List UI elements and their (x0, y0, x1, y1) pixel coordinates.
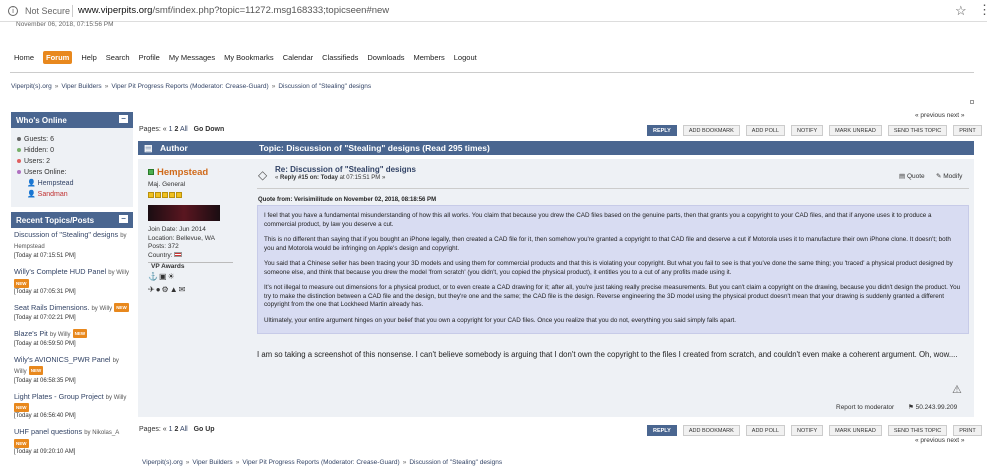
post (138, 159, 974, 417)
quote-header[interactable]: Quote from: Verisimilitude on November 02, 2018, 08:18:56 PM (258, 197, 437, 203)
post-count: Posts: 372 (148, 243, 179, 250)
current-page: 2 (174, 126, 179, 133)
recent-topics-header (11, 212, 133, 228)
online-user[interactable]: 👤 Sandman (27, 191, 68, 198)
post-header (275, 165, 416, 181)
print-button[interactable]: PRINT (953, 125, 982, 136)
collapse-icon[interactable]: − (119, 115, 128, 123)
quote-button[interactable]: ▤ Quote (899, 173, 925, 180)
nav-classifieds[interactable]: Classifieds (322, 52, 359, 62)
topic-title: Topic: Discussion of "Stealing" designs (Read 295 times) (259, 143, 490, 153)
post-meta: « Reply #15 on: Today at 07:15:51 PM » (275, 175, 386, 181)
add-poll-button[interactable]: ADD POLL (746, 425, 785, 436)
page-all-link[interactable]: All (179, 126, 188, 133)
breadcrumb-bottom (142, 459, 502, 466)
breadcrumb-item[interactable]: Viperpit(s).org (11, 83, 52, 90)
modify-icon: ✎ (936, 173, 942, 180)
recent-topics-list (11, 228, 133, 459)
new-badge: NEW (16, 280, 27, 286)
mark-unread-button[interactable]: MARK UNREAD (829, 425, 882, 436)
breadcrumb-separator: » (54, 83, 59, 90)
join-date: Join Date: Jun 2014 (148, 226, 206, 233)
whos-online-header (11, 112, 133, 128)
post-divider (257, 188, 969, 189)
add-bookmark-button[interactable]: ADD BOOKMARK (683, 425, 740, 436)
prev-next-nav[interactable]: « previous next » (915, 112, 965, 119)
nav-help[interactable]: Help (81, 52, 97, 62)
us-flag-icon (174, 252, 182, 257)
security-label: Not Secure (25, 6, 71, 16)
breadcrumb-item[interactable]: Viperpit(s).org (142, 459, 183, 466)
notify-button[interactable]: NOTIFY (791, 125, 823, 136)
reply-button[interactable]: REPLY (647, 125, 677, 136)
go-up-link[interactable]: Go Up (193, 426, 215, 433)
recent-topics-title: Recent Topics/Posts (16, 216, 95, 225)
country: Country: (148, 252, 248, 261)
nav-search[interactable]: Search (105, 52, 130, 62)
go-down-link[interactable]: Go Down (193, 126, 225, 133)
reply-button[interactable]: REPLY (647, 425, 677, 436)
url-path: /smf/index.php?topic=11272.msg168333;topicseen#new (152, 5, 390, 16)
hidden-count: Hidden: 0 (17, 145, 127, 156)
nav-logout[interactable]: Logout (453, 52, 477, 62)
mark-unread-button[interactable]: MARK UNREAD (829, 125, 882, 136)
breadcrumb-separator: » (402, 459, 407, 466)
main-nav (14, 51, 486, 63)
breadcrumb (11, 83, 371, 90)
users-online-label: Users Online: (17, 167, 127, 178)
breadcrumb-item[interactable]: Viper Builders (192, 459, 233, 466)
new-badge: NEW (16, 440, 27, 446)
nav-my-messages[interactable]: My Messages (168, 52, 216, 62)
current-page: 2 (174, 426, 179, 433)
breadcrumb-separator: » (235, 459, 240, 466)
breadcrumb-separator: » (185, 459, 190, 466)
report-icon[interactable]: ⚠ (952, 384, 962, 396)
new-badge: NEW (116, 305, 127, 311)
breadcrumb-item[interactable]: Viper Pit Progress Reports (Moderator: Crease-Guard) (242, 459, 400, 466)
collapse-icon[interactable]: − (119, 215, 128, 223)
awards-icons: ⚓▣☀ (148, 272, 176, 281)
guests-count: Guests: 6 (17, 134, 127, 145)
nav-my-bookmarks[interactable]: My Bookmarks (224, 52, 274, 62)
recent-topic-item[interactable]: Light Plates - Group Project by Willy NEW [Today at 06:56:40 PM] (14, 391, 127, 420)
bookmark-star-icon[interactable]: ☆ (955, 3, 967, 18)
new-badge: NEW (30, 368, 42, 374)
breadcrumb-item[interactable]: Viper Builders (61, 83, 102, 90)
info-icon[interactable]: i (8, 6, 18, 16)
online-status-icon (148, 169, 154, 175)
thread-header (138, 141, 974, 155)
whos-online-title: Who's Online (16, 116, 67, 125)
pagination-top: Pages: « 1 2 All Go Down (139, 126, 225, 133)
post-body: I am so taking a screenshot of this nonsense. I can't believe somebody is arguing that I don't own the copyright to the files I created from scratch, and couldn't even make a coherent argument. Oh, wow.... (257, 350, 958, 359)
ip-address: ⚑ 50.243.99.209 (908, 404, 958, 411)
poster-info (148, 167, 248, 294)
url-domain: www.viperpits.org (78, 5, 153, 16)
quote-icon: ▤ (899, 173, 906, 180)
recent-topic-item[interactable]: Willy's Complete HUD Panel by Willy NEW [Today at 07:05:31 PM] (14, 267, 129, 295)
bullet-icon (17, 170, 21, 174)
quote-paragraph: Ultimately, your entire argument hinges on your belief that you own a copyright for your CAD files. Once you realize that you do not, everything you said simply falls apart. (264, 316, 737, 324)
page-link[interactable]: 1 (168, 126, 173, 133)
nav-profile[interactable]: Profile (138, 52, 160, 62)
online-stats (11, 128, 133, 206)
send-topic-button[interactable]: SEND THIS TOPIC (888, 125, 947, 136)
send-topic-button[interactable]: SEND THIS TOPIC (888, 425, 947, 436)
ip-icon: ⚑ (908, 404, 914, 411)
bullet-icon (17, 159, 21, 163)
breadcrumb-item[interactable]: Discussion of "Stealing" designs (278, 83, 372, 90)
location: Location: Bellevue, WA (148, 234, 215, 242)
print-button[interactable]: PRINT (953, 425, 982, 436)
bullet-icon (17, 137, 21, 141)
recent-topic-item[interactable]: Discussion of "Stealing" designs by Hempstead [Today at 07:15:51 PM] (14, 230, 127, 259)
breadcrumb-separator: » (104, 83, 109, 90)
whos-online-panel (11, 112, 133, 207)
nav-downloads[interactable]: Downloads (367, 52, 405, 62)
poster-rank: Maj. General (148, 181, 186, 188)
browser-url-bar (0, 0, 991, 22)
prev-next-nav-bottom[interactable]: « previous next » (915, 437, 965, 444)
new-badge: NEW (16, 405, 27, 411)
modify-button[interactable]: ✎ Modify (936, 173, 963, 180)
recent-topic-item[interactable]: UHF panel questions by Nikolas_A NEW [Today at 09:20:10 AM] (14, 427, 120, 455)
quote-paragraph: It's not illegal to measure out dimensions for a physical product, or to even create a CAD drawing for it; after all, you're just taking really precise measurements. But you can't claim a copyright on the drawing, because you didn't design the product. You try to make the distinction between a CAD file and the design, but they're one and the same; the CAD file is the design. Reverse engineering the 3D model using the physical product doesn't mean that your drawing is suddenly granted a different copyright from the one that Lockheed Martin already has. (264, 284, 961, 308)
users-count: Users: 2 (17, 156, 127, 167)
poster-details (148, 226, 248, 260)
collapse-toggle-icon[interactable] (970, 100, 974, 104)
avatar (148, 205, 220, 221)
quote-paragraph: You said that a Chinese seller has been tracing your 3D models and using them for commercial products and that this is violating your copyright. But what you fail to see is that you've done the same thing; you 'traced' a physical product designed by someone else, and think that because you drew the model 'from scratch' (you didn't, you copied the physical product), it entitles you to a cut of any profits made using it. (264, 260, 953, 276)
breadcrumb-item[interactable]: Viper Pit Progress Reports (Moderator: Crease-Guard) (111, 83, 269, 90)
recent-topic-item[interactable]: Blaze's Pit by Willy NEW [Today at 06:59:50 PM] (14, 328, 86, 347)
recent-topics-panel (11, 212, 133, 474)
recent-topic-item[interactable]: Seat Rails Dimensions. by Willy NEW [Today at 07:02:21 PM] (14, 302, 127, 321)
rank-stars (148, 192, 248, 200)
awards-label: VP Awards (148, 262, 233, 270)
online-user[interactable]: 👤 Hempstead (27, 180, 74, 187)
nav-calendar[interactable]: Calendar (282, 52, 314, 62)
nav-forum[interactable]: Forum (43, 51, 72, 64)
nav-home[interactable]: Home (14, 52, 35, 62)
awards-icons: ✈●⚙▲✉ (148, 285, 187, 294)
quote-paragraph: This is no different than saying that if you bought an iPhone legally, then created a CAD file for it, then somehow you're granted a copyright to that CAD file and deserve a cut if Motorola uses it to manufacture their own iPhone clone. It doesn't; both you and Motorola would be infringing on Apple's design and copyright. (264, 236, 951, 252)
add-poll-button[interactable]: ADD POLL (746, 125, 785, 136)
more-menu-icon[interactable]: ⋮ (978, 2, 991, 17)
topic-actions-bottom (647, 425, 982, 436)
header-date: November 06, 2018, 07:15:56 PM (16, 21, 114, 28)
topic-actions-top (647, 125, 982, 136)
user-icon: 👤 (27, 191, 36, 198)
poster-name[interactable]: Hempstead (157, 167, 209, 178)
new-badge: NEW (74, 331, 86, 337)
bullet-icon (17, 148, 21, 152)
nav-divider (10, 72, 974, 73)
quote-block (257, 205, 969, 334)
post-icon: ◇ (258, 168, 268, 182)
user-icon: 👤 (27, 180, 36, 187)
report-to-moderator-link[interactable]: Report to moderator (836, 404, 895, 411)
breadcrumb-item[interactable]: Discussion of "Stealing" designs (409, 459, 503, 466)
breadcrumb-separator: » (271, 83, 276, 90)
post-title[interactable]: Re: Discussion of "Stealing" designs (275, 165, 416, 174)
page-link[interactable]: 1 (168, 426, 173, 433)
author-column-label: Author (160, 143, 188, 153)
pagination-bottom: Pages: « 1 2 All Go Up (139, 426, 215, 433)
thread-icon: ▤ (144, 143, 153, 153)
address-field[interactable] (78, 5, 389, 16)
divider (72, 5, 73, 17)
notify-button[interactable]: NOTIFY (791, 425, 823, 436)
recent-topic-item[interactable]: Wily's AVIONICS_PWR Panel by Willy NEW [Today at 06:58:35 PM] (14, 354, 119, 384)
page-all-link[interactable]: All (179, 426, 188, 433)
add-bookmark-button[interactable]: ADD BOOKMARK (683, 125, 740, 136)
quote-paragraph: I feel that you have a fundamental misunderstanding of how this all works. You claim that because you drew the CAD files based on the genuine parts, then that grants you a copyright to your CAD files, and that if anyone uses it to produce a commercial product, by law you deserve a cut. (264, 212, 932, 228)
nav-members[interactable]: Members (413, 52, 445, 62)
